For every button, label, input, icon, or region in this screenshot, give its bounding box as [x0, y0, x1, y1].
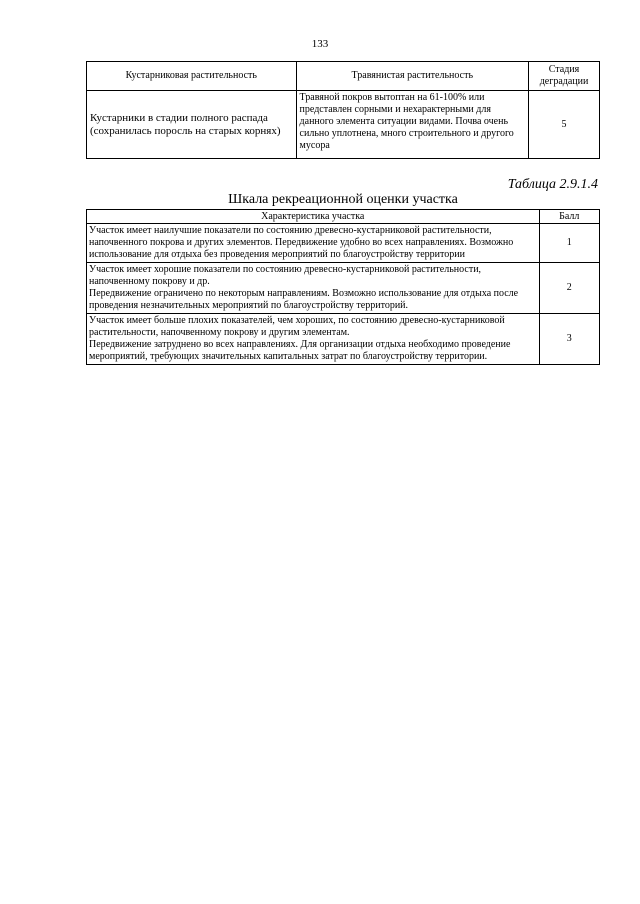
row-2-text — [87, 263, 540, 314]
row-2-description: Участок имеет хорошие показатели по состоянию древесно-кустарниковой растительности, напочвенному покрову и др. — [89, 264, 482, 287]
table-header-row — [87, 62, 600, 91]
recreation-scale-table — [86, 209, 600, 365]
header-shrub: Кустарниковая растительность — [87, 62, 297, 91]
row-3-score: 3 — [539, 314, 600, 365]
degradation-table — [86, 61, 600, 159]
cell-shrub: Кустарники в стадии полного распада (сохранилась поросль на старых корнях) — [87, 91, 297, 159]
cell-grass: Травяной покров вытоптан на 61-100% или представлен сорными и нехарактерными для данного элемента ситуации видами. Почва очень сильно уплотнена, много строительного и другого мусора — [296, 91, 528, 159]
table-row — [87, 91, 600, 159]
page-number: 133 — [311, 38, 329, 50]
header-stage: Стадия деградации — [529, 62, 600, 91]
row-3-description: Участок имеет больше плохих показателей, чем хороших, по состоянию древесно-кустарниковой растительности, напочвенному покрову и другим элементам. — [89, 315, 505, 338]
table-row — [87, 263, 600, 314]
row-3-description-cont: Передвижение затруднено во всех направлениях. Для организации отдыха необходимо проведение мероприятий, требующих значительных капитальных затрат по благоустройству территории. — [89, 339, 511, 362]
header-score: Балл — [539, 210, 600, 224]
row-1-score: 1 — [539, 224, 600, 263]
row-1-description: Участок имеет наилучшие показатели по состоянию древесно-кустарниковой растительности, напочвенного покрова и других элементов. Передвижение удобно во всех направлениях. Возможно использование для отдыха без проведения мероприятий по благоустройству территории — [89, 225, 514, 260]
table-row — [87, 314, 600, 365]
header-characteristic: Характеристика участка — [87, 210, 540, 224]
row-1-text — [87, 224, 540, 263]
table-header-row — [87, 210, 600, 224]
table-row — [87, 224, 600, 263]
row-2-description-cont: Передвижение ограничено по некоторым направлениям. Возможно использование для отдыха после проведения незначительных мероприятий по благоустройству территорий. — [89, 288, 519, 311]
header-grass: Травянистая растительность — [296, 62, 528, 91]
table-label: Таблица 2.9.1.4 — [507, 177, 598, 192]
row-3-text — [87, 314, 540, 365]
cell-stage: 5 — [529, 91, 600, 159]
table-title: Шкала рекреационной оценки участка — [228, 192, 458, 207]
row-2-score: 2 — [539, 263, 600, 314]
